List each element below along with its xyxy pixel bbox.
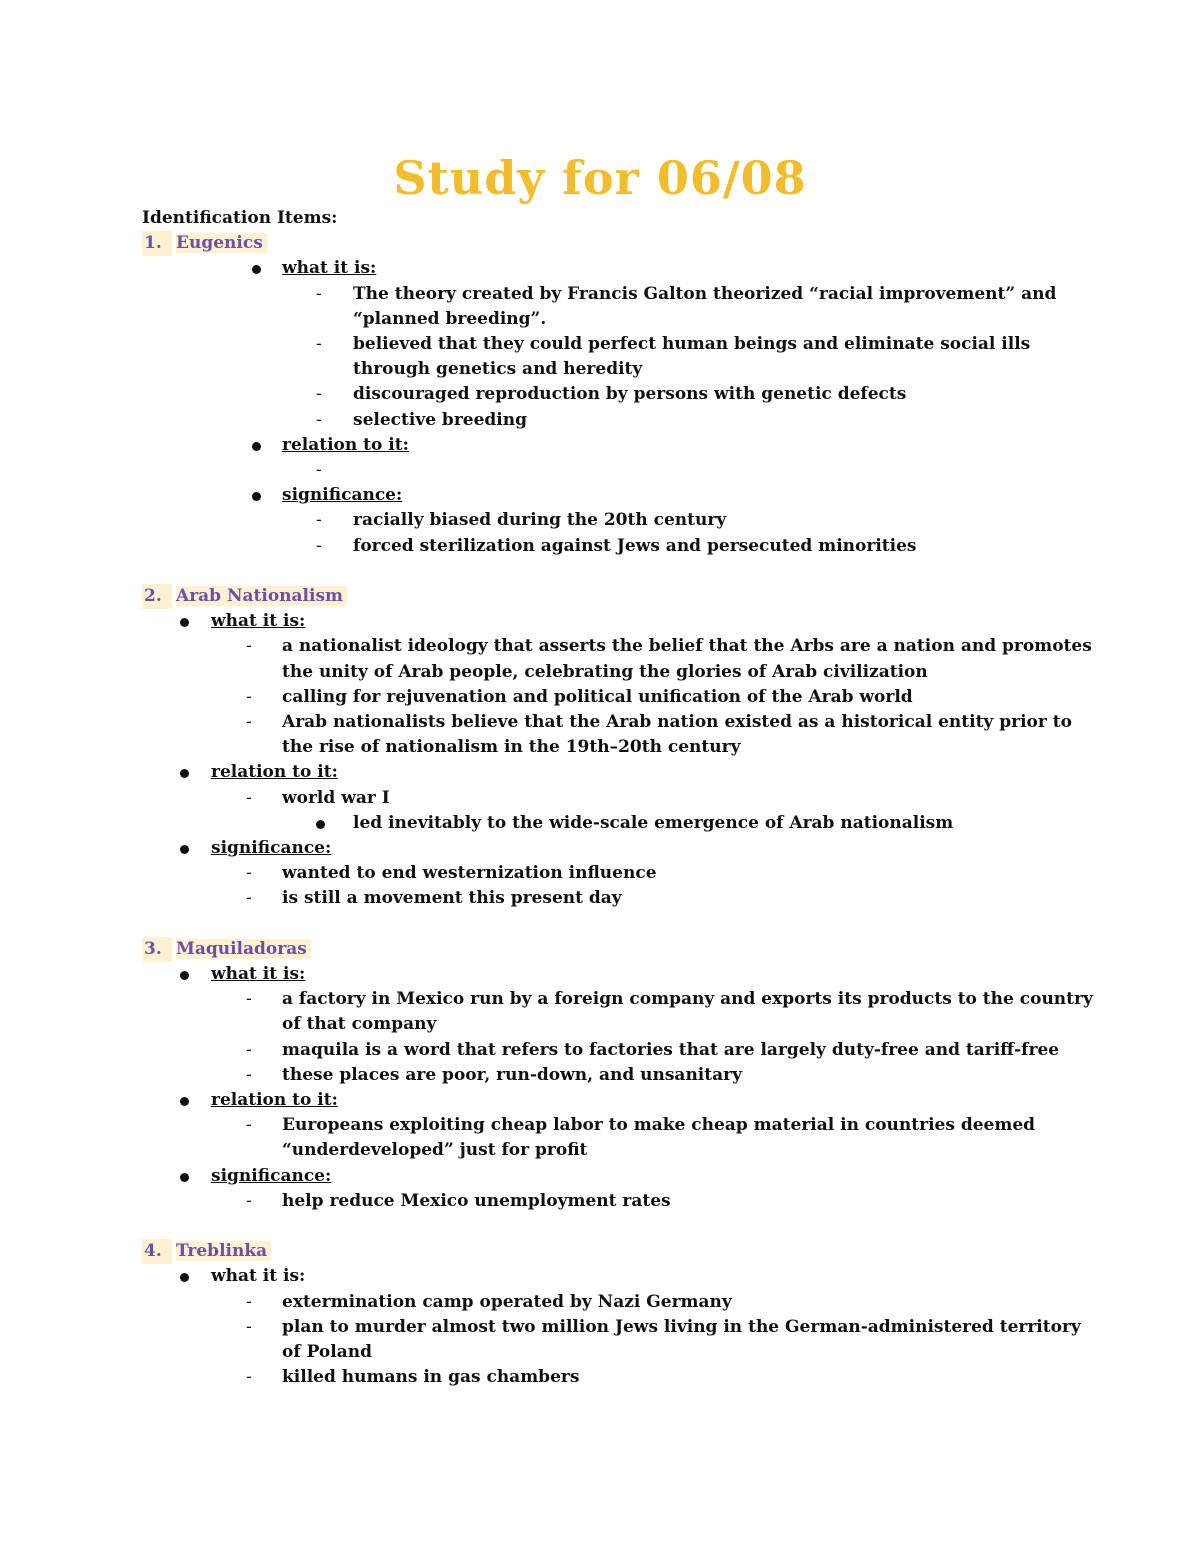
dash-icon: - [316, 535, 322, 556]
dash-icon: - [246, 863, 252, 884]
relation-label: relation to it: [211, 762, 338, 783]
list-item: - a nationalist ideology that asserts the belief that the Arbs are a nation and promotes the unity of Arab people, celebrating the glories of Arab civilization [246, 636, 1092, 682]
page-title: Study for 06/08 [393, 151, 807, 205]
dash-icon: - [246, 636, 252, 657]
list-item: - discouraged reproduction by persons with genetic defects [142, 382, 1102, 407]
relation-label: relation to it: [211, 1090, 338, 1111]
what-label-row [142, 962, 1102, 987]
bullet-icon [252, 492, 261, 501]
item-number: 2. [142, 584, 172, 609]
id-item-maquiladoras [142, 937, 1102, 1214]
dash-icon: - [316, 409, 322, 430]
item-name: Eugenics [176, 233, 267, 253]
relation-label-row [142, 433, 1102, 458]
bullet-icon [252, 442, 261, 451]
what-label: what it is: [211, 964, 306, 985]
dash-icon: - [246, 787, 252, 808]
item-heading [142, 1239, 1102, 1264]
bullet-icon [180, 845, 189, 854]
item-name: Arab Nationalism [176, 586, 347, 606]
what-label: what it is: [282, 258, 377, 279]
list-item: - is still a movement this present day [142, 886, 1102, 911]
bullet-icon [180, 1097, 189, 1106]
dash-icon: - [246, 686, 252, 707]
dash-icon: - [246, 1039, 252, 1060]
significance-label: significance: [282, 485, 403, 506]
relation-label: relation to it: [282, 434, 409, 455]
list-item: - help reduce Mexico unemployment rates [142, 1189, 1102, 1214]
dash-icon: - [316, 334, 322, 355]
list-item: - believed that they could perfect human beings and eliminate social ills through genetics and heredity [316, 334, 1031, 380]
dash-icon: - [246, 989, 252, 1010]
dash-icon: - [246, 888, 252, 909]
dash-icon: - [246, 712, 252, 733]
what-label-row [142, 1264, 1102, 1289]
id-item-eugenics [142, 231, 1102, 559]
section-title: Identification Items: [142, 208, 338, 228]
dash-icon: - [316, 384, 322, 405]
dash-icon: - [316, 510, 322, 531]
what-label-row [142, 256, 1102, 281]
item-number: 4. [142, 1239, 172, 1264]
item-heading [142, 231, 1102, 256]
list-item: - Europeans exploiting cheap labor to make cheap material in countries deemed “underdeveloped” just for profit [246, 1115, 1036, 1161]
list-item [142, 458, 1102, 483]
bullet-icon [180, 971, 189, 980]
bullet-icon [180, 618, 189, 627]
id-item-treblinka [142, 1239, 1102, 1390]
bullet-icon [180, 1273, 189, 1282]
dash-icon: - [246, 1064, 252, 1085]
list-item: - forced sterilization against Jews and persecuted minorities [142, 534, 1102, 559]
significance-label-row [142, 1164, 1102, 1189]
list-item: - killed humans in gas chambers [142, 1365, 1102, 1390]
what-label-row [142, 609, 1102, 634]
bullet-icon [252, 265, 261, 274]
dash-icon: - [316, 460, 322, 481]
list-item: - world war I [142, 786, 1102, 811]
list-item: - a factory in Mexico run by a foreign company and exports its products to the country of that company [246, 989, 1093, 1035]
dash-icon: - [246, 1291, 252, 1312]
bullet-icon [180, 769, 189, 778]
what-label: what it is: [211, 1266, 306, 1287]
dash-icon: - [246, 1367, 252, 1388]
list-item: - these places are poor, run-down, and unsanitary [142, 1063, 1102, 1088]
list-item: - wanted to end westernization influence [142, 861, 1102, 886]
item-name: Treblinka [176, 1241, 271, 1261]
dash-icon: - [246, 1190, 252, 1211]
bullet-icon [180, 1173, 189, 1182]
list-item: led inevitably to the wide-scale emergence of Arab nationalism [142, 811, 1102, 836]
significance-label-row [142, 483, 1102, 508]
relation-label-row [142, 1088, 1102, 1113]
id-item-arab-nationalism [142, 584, 1102, 912]
significance-label-row [142, 836, 1102, 861]
item-heading [142, 937, 1102, 962]
significance-label: significance: [211, 838, 332, 859]
list-item: - plan to murder almost two million Jews living in the German-administered territory of Poland [246, 1316, 1081, 1363]
document-body [142, 206, 1102, 1390]
list-item: - extermination camp operated by Nazi Germany [142, 1290, 1102, 1315]
dash-icon: - [246, 1115, 252, 1136]
what-label: what it is: [211, 611, 306, 632]
list-item: - The theory created by Francis Galton theorized “racial improvement” and “planned breeding”. [316, 283, 1057, 329]
list-item: - maquila is a word that refers to factories that are largely duty-free and tariff-free [142, 1038, 1102, 1063]
relation-label-row [142, 760, 1102, 785]
item-name: Maquiladoras [176, 939, 311, 959]
list-item: - Arab nationalists believe that the Arab nation existed as a historical entity prior to the rise of nationalism in the 19th–20th century [246, 712, 1072, 758]
dash-icon: - [246, 1316, 252, 1337]
item-number: 1. [142, 231, 172, 256]
item-number: 3. [142, 937, 172, 962]
list-item: - selective breeding [142, 408, 1102, 433]
dash-icon: - [316, 283, 322, 304]
list-item: - calling for rejuvenation and political unification of the Arab world [142, 685, 1102, 710]
bullet-icon [316, 820, 325, 829]
item-heading [142, 584, 1102, 609]
significance-label: significance: [211, 1165, 332, 1186]
list-item: - racially biased during the 20th century [142, 508, 1102, 533]
